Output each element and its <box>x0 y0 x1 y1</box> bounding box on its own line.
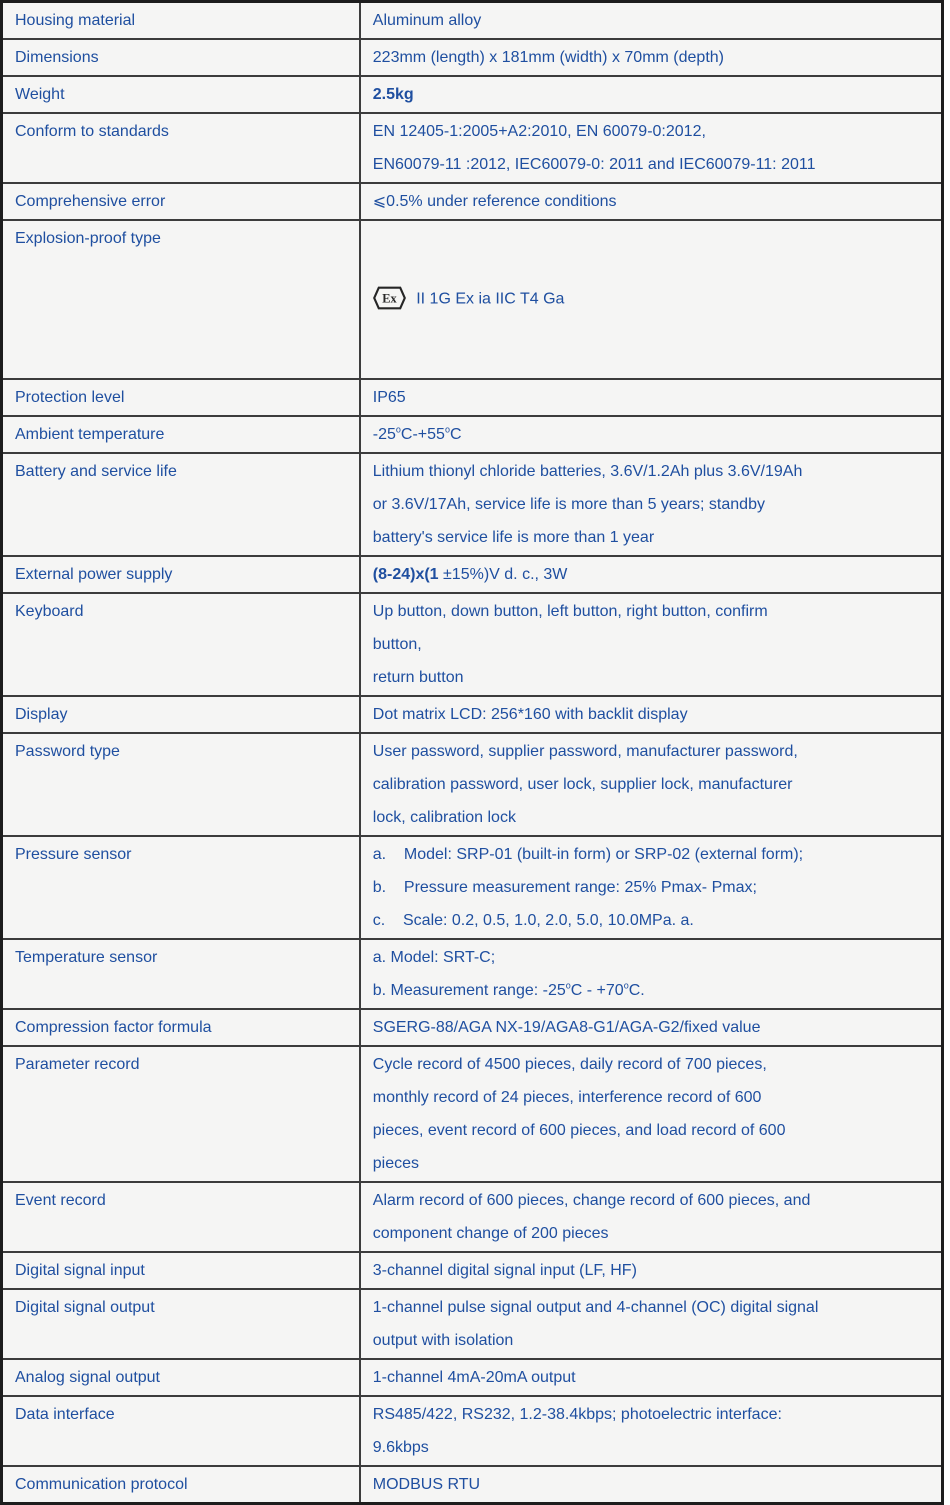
spec-value-cell <box>360 836 943 939</box>
spec-label: Analog signal output <box>15 1369 160 1386</box>
spec-value-segment: or 3.6V/17Ah, service life is more than 5 years; standby <box>372 496 765 513</box>
spec-value-segment: EN60079-11 :2012, IEC60079-0: 2011 and IEC60079-11: 2011 <box>372 156 816 173</box>
spec-value-line <box>373 1398 929 1431</box>
spec-value-cell <box>360 379 943 416</box>
spec-value-segment: Cycle record of 4500 pieces, daily record of 700 pieces, <box>372 1056 767 1073</box>
spec-label: Communication protocol <box>15 1476 188 1493</box>
spec-value-segment: a. Model: SRT-C; <box>372 949 496 966</box>
spec-value-segment: C <box>449 426 462 443</box>
spec-label: Digital signal output <box>15 1299 155 1316</box>
spec-label: Event record <box>15 1192 106 1209</box>
spec-value-segment: 3-channel digital signal input (LF, HF) <box>372 1262 637 1279</box>
spec-value-segment: 1-channel 4mA-20mA output <box>372 1369 576 1386</box>
spec-value-line <box>373 185 929 218</box>
table-row <box>2 416 943 453</box>
spec-value-segment: C-+55 <box>400 426 445 443</box>
spec-value-line <box>373 455 929 488</box>
spec-value-segment: o <box>565 980 571 991</box>
spec-label: Data interface <box>15 1406 115 1423</box>
table-row <box>2 1396 943 1466</box>
spec-value-cell <box>360 39 943 76</box>
spec-label: Protection level <box>15 389 125 406</box>
spec-value-segment: a. Model: SRP-01 (built-in form) or SRP-02 (external form); <box>372 846 804 863</box>
spec-value-line <box>373 1048 929 1081</box>
spec-value-segment: ±15%)V d. c., 3W <box>438 566 568 583</box>
spec-label: Weight <box>15 86 65 103</box>
spec-value-cell <box>360 556 943 593</box>
spec-value-cell <box>360 453 943 556</box>
spec-value-segment: b. Pressure measurement range: 25% Pmax- Pmax; <box>372 879 757 896</box>
table-row <box>2 453 943 556</box>
spec-value-line <box>373 904 929 937</box>
spec-label: Battery and service life <box>15 463 177 480</box>
spec-value-line <box>373 1431 929 1464</box>
spec-value-segment: Up button, down button, left button, right button, confirm <box>372 603 768 620</box>
spec-value-segment: c. Scale: 0.2, 0.5, 1.0, 2.0, 5.0, 10.0MPa. a. <box>372 912 694 929</box>
spec-value-segment: MODBUS RTU <box>372 1476 481 1493</box>
table-row <box>2 2 943 40</box>
spec-table-body <box>2 2 943 1504</box>
spec-value-segment: EN 12405-1:2005+A2:2010, EN 60079-0:2012, <box>372 123 706 140</box>
spec-value-line <box>373 1011 929 1044</box>
spec-value-cell <box>360 76 943 113</box>
spec-value-segment: C. <box>628 982 645 999</box>
spec-value-segment: pieces, event record of 600 pieces, and load record of 600 <box>372 1122 786 1139</box>
table-row <box>2 113 943 183</box>
svg-text:Ex: Ex <box>382 291 397 306</box>
spec-value-cell <box>360 183 943 220</box>
table-row <box>2 593 943 696</box>
spec-value-line <box>373 4 929 37</box>
spec-value-line <box>373 222 929 377</box>
spec-label: Pressure sensor <box>15 846 132 863</box>
spec-label: Parameter record <box>15 1056 140 1073</box>
spec-value-cell <box>360 1046 943 1182</box>
spec-value-segment: calibration password, user lock, supplier lock, manufacturer <box>372 776 793 793</box>
ex-hexagon-icon <box>373 220 406 377</box>
spec-value-line <box>373 1361 929 1394</box>
table-row <box>2 39 943 76</box>
spec-label-cell <box>2 453 360 556</box>
spec-value-line <box>373 418 929 451</box>
spec-value-cell <box>360 1396 943 1466</box>
spec-value-line <box>373 628 929 661</box>
spec-label: Conform to standards <box>15 123 169 140</box>
spec-value-cell <box>360 113 943 183</box>
spec-label-cell <box>2 416 360 453</box>
spec-value-line <box>373 1254 929 1287</box>
spec-label-cell <box>2 1252 360 1289</box>
spec-value-segment: II 1G Ex ia IIC T4 Ga <box>411 290 565 308</box>
spec-value-cell <box>360 1359 943 1396</box>
table-row <box>2 1289 943 1359</box>
spec-value-segment: o <box>395 424 401 435</box>
spec-label: Comprehensive error <box>15 193 166 210</box>
table-row <box>2 696 943 733</box>
spec-value-segment: 1-channel pulse signal output and 4-channel (OC) digital signal <box>372 1299 819 1316</box>
spec-value-cell <box>360 1466 943 1504</box>
spec-value-line <box>373 1081 929 1114</box>
spec-value-line <box>373 698 929 731</box>
spec-value-cell <box>360 696 943 733</box>
spec-label: Compression factor formula <box>15 1019 212 1036</box>
spec-label-cell <box>2 1009 360 1046</box>
spec-value-segment: o <box>623 980 629 991</box>
spec-value-line <box>373 1468 929 1501</box>
spec-label: Digital signal input <box>15 1262 145 1279</box>
spec-value-segment: 223mm (length) x 181mm (width) x 70mm (depth) <box>372 49 724 66</box>
spec-value-line <box>373 801 929 834</box>
spec-value-segment: lock, calibration lock <box>372 809 516 826</box>
spec-value-line <box>373 381 929 414</box>
spec-value-segment: (8-24)x(1 <box>372 566 439 583</box>
spec-value-segment: component change of 200 pieces <box>372 1225 609 1242</box>
spec-label-cell <box>2 1182 360 1252</box>
spec-label-cell <box>2 113 360 183</box>
spec-value-line <box>373 595 929 628</box>
spec-value-cell <box>360 220 943 379</box>
spec-label-cell <box>2 183 360 220</box>
spec-value-line <box>373 974 929 1007</box>
spec-value-line <box>373 78 929 111</box>
spec-value-segment: Lithium thionyl chloride batteries, 3.6V/1.2Ah plus 3.6V/19Ah <box>372 463 803 480</box>
spec-label-cell <box>2 39 360 76</box>
table-row <box>2 1252 943 1289</box>
spec-value-line <box>373 521 929 554</box>
spec-value-cell <box>360 939 943 1009</box>
spec-value-segment: output with isolation <box>372 1332 514 1349</box>
spec-value-cell <box>360 2 943 40</box>
spec-value-segment: 2.5kg <box>372 86 414 103</box>
spec-value-cell <box>360 1009 943 1046</box>
spec-value-line <box>373 558 929 591</box>
spec-label-cell <box>2 836 360 939</box>
spec-label-cell <box>2 2 360 40</box>
table-row <box>2 1359 943 1396</box>
spec-value-line <box>373 871 929 904</box>
spec-label-cell <box>2 1396 360 1466</box>
spec-value-cell <box>360 1289 943 1359</box>
spec-label-cell <box>2 379 360 416</box>
table-row <box>2 1182 943 1252</box>
spec-label: Password type <box>15 743 120 760</box>
spec-value-segment: Dot matrix LCD: 256*160 with backlit display <box>372 706 688 723</box>
spec-label-cell <box>2 1046 360 1182</box>
spec-value-segment: C - +70 <box>570 982 624 999</box>
spec-value-segment: button, <box>372 636 422 653</box>
spec-value-line <box>373 1217 929 1250</box>
spec-value-cell <box>360 1182 943 1252</box>
spec-value-segment: Aluminum alloy <box>372 12 482 29</box>
spec-value-cell <box>360 593 943 696</box>
table-row <box>2 556 943 593</box>
spec-value-segment: SGERG-88/AGA NX-19/AGA8-G1/AGA-G2/fixed value <box>372 1019 761 1036</box>
spec-value-cell <box>360 1252 943 1289</box>
spec-label: Display <box>15 706 68 723</box>
spec-value-line <box>373 115 929 148</box>
spec-value-line <box>373 1184 929 1217</box>
spec-value-cell <box>360 733 943 836</box>
table-row <box>2 76 943 113</box>
spec-value-segment: 9.6kbps <box>372 1439 429 1456</box>
table-row <box>2 836 943 939</box>
spec-value-segment: battery's service life is more than 1 year <box>372 529 655 546</box>
spec-label: Dimensions <box>15 49 99 66</box>
spec-label-cell <box>2 733 360 836</box>
spec-label: Housing material <box>15 12 136 29</box>
spec-value-segment: b. Measurement range: -25 <box>372 982 566 999</box>
spec-value-segment: o <box>444 424 450 435</box>
spec-value-segment: IP65 <box>372 389 406 406</box>
spec-value-segment: return button <box>372 669 464 686</box>
table-row <box>2 183 943 220</box>
table-row <box>2 379 943 416</box>
spec-label-cell <box>2 1289 360 1359</box>
spec-value-segment: ⩽0.5% under reference conditions <box>372 193 617 210</box>
spec-value-line <box>373 488 929 521</box>
spec-value-line <box>373 661 929 694</box>
table-row <box>2 1009 943 1046</box>
spec-value-cell <box>360 416 943 453</box>
table-row <box>2 939 943 1009</box>
table-row <box>2 733 943 836</box>
spec-value-segment: User password, supplier password, manufacturer password, <box>372 743 798 760</box>
table-row <box>2 1046 943 1182</box>
spec-value-segment: pieces <box>372 1155 420 1172</box>
spec-value-line <box>373 941 929 974</box>
spec-value-line <box>373 1114 929 1147</box>
spec-label: External power supply <box>15 566 173 583</box>
spec-value-line <box>373 1324 929 1357</box>
spec-label-cell <box>2 593 360 696</box>
spec-value-line <box>373 148 929 181</box>
spec-value-segment: Alarm record of 600 pieces, change record of 600 pieces, and <box>372 1192 811 1209</box>
spec-value-line <box>373 1147 929 1180</box>
table-row <box>2 1466 943 1504</box>
spec-label: Temperature sensor <box>15 949 158 966</box>
spec-label-cell <box>2 556 360 593</box>
spec-label-cell <box>2 939 360 1009</box>
spec-label: Explosion-proof type <box>15 230 161 247</box>
spec-value-segment: RS485/422, RS232, 1.2-38.4kbps; photoelectric interface: <box>372 1406 782 1423</box>
spec-value-line <box>373 735 929 768</box>
table-row <box>2 220 943 379</box>
spec-value-line <box>373 838 929 871</box>
spec-value-segment: -25 <box>372 426 396 443</box>
spec-label-cell <box>2 1359 360 1396</box>
spec-label: Keyboard <box>15 603 84 620</box>
spec-label-cell <box>2 76 360 113</box>
spec-value-line <box>373 1291 929 1324</box>
spec-value-line <box>373 768 929 801</box>
spec-label-cell <box>2 696 360 733</box>
spec-label-cell <box>2 1466 360 1504</box>
spec-label-cell <box>2 220 360 379</box>
spec-label: Ambient temperature <box>15 426 165 443</box>
spec-value-segment: monthly record of 24 pieces, interference record of 600 <box>372 1089 762 1106</box>
spec-value-line <box>373 41 929 74</box>
